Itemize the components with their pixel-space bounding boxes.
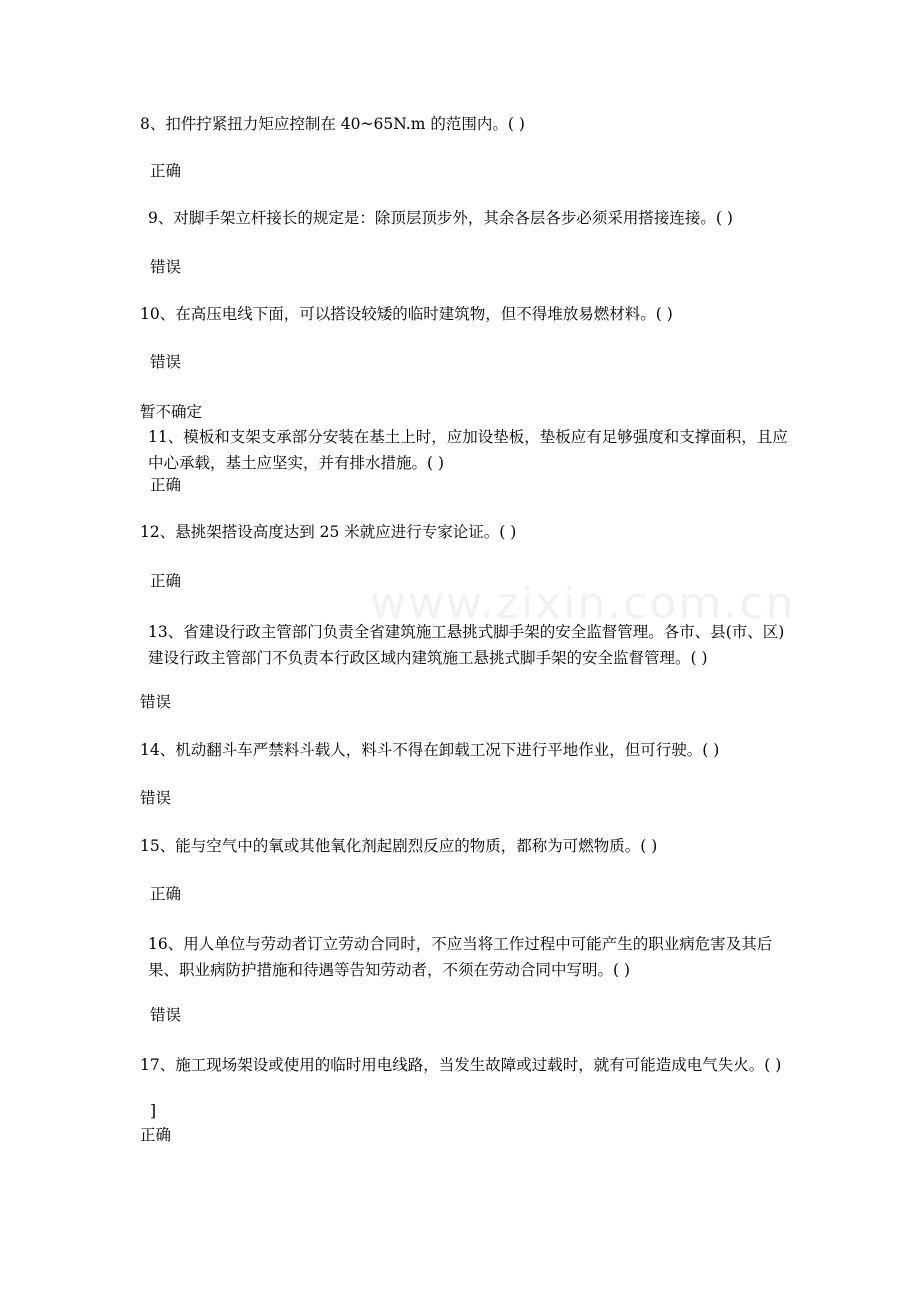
answer-17: 正确 <box>140 1126 172 1144</box>
watermark: www.zixin.com.cn <box>370 578 796 629</box>
question-10: 10、在高压电线下面，可以搭设较矮的临时建筑物，但不得堆放易燃材料。( ) <box>140 305 673 323</box>
answer-13: 错误 <box>140 693 172 711</box>
question-14: 14、机动翻斗车严禁料斗载人，料斗不得在卸载工况下进行平地作业，但可行驶。( ) <box>140 741 720 759</box>
question-8: 8、扣件拧紧扭力矩应控制在 40~65N.m 的范围内。( ) <box>140 115 525 133</box>
answer-8: 正确 <box>150 162 182 180</box>
answer-11: 正确 <box>150 476 182 494</box>
answer-15: 正确 <box>150 885 182 903</box>
stray-bracket: ] <box>150 1102 157 1120</box>
question-13: 13、省建设行政主管部门负责全省建筑施工悬挑式脚手架的安全监督管理。各市、县(市、区)建设行政主管部门不负责本行政区域内建筑施工悬挑式脚手架的安全监督管理。( ) <box>148 623 785 667</box>
answer-16: 错误 <box>150 1006 182 1024</box>
question-12: 12、悬挑架搭设高度达到 25 米就应进行专家论证。( ) <box>140 523 517 541</box>
answer-12: 正确 <box>150 572 182 590</box>
question-11: 11、模板和支架支承部分安装在基土上时，应加设垫板，垫板应有足够强度和支撑面积，且应中心承载，基土应坚实，并有排水措施。( ) <box>148 428 788 472</box>
uncertain-note: 暂不确定 <box>140 403 203 421</box>
question-15: 15、能与空气中的氧或其他氧化剂起剧烈反应的物质，都称为可燃物质。( ) <box>140 837 658 855</box>
answer-9: 错误 <box>150 258 182 276</box>
answer-10: 错误 <box>150 353 182 371</box>
question-16: 16、用人单位与劳动者订立劳动合同时，不应当将工作过程中可能产生的职业病危害及其后果、职业病防护措施和待遇等告知劳动者，不须在劳动合同中写明。( ) <box>148 935 773 979</box>
question-17: 17、施工现场架设或使用的临时用电线路，当发生故障或过载时，就有可能造成电气失火。( ) <box>140 1056 782 1074</box>
question-9: 9、对脚手架立杆接长的规定是：除顶层顶步外，其余各层各步必须采用搭接连接。( ) <box>148 209 733 227</box>
answer-14: 错误 <box>140 789 172 807</box>
